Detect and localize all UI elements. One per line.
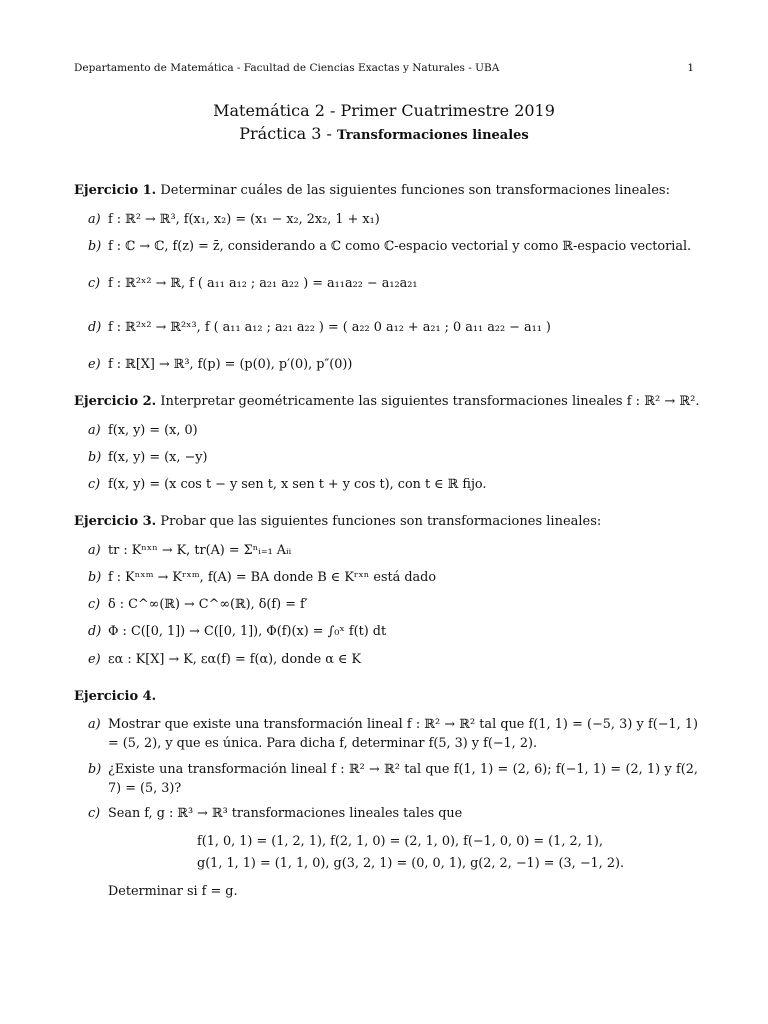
exercise-3-item-e <box>88 652 361 667</box>
item-text: ¿Existe una transformación lineal f : ℝ² → ℝ² tal que f(1, 1) = (2, 6); f(−1, 1) = (2, 1) y f(2, 7) = (5, 3)? <box>108 762 698 796</box>
item-label: c) <box>88 276 101 291</box>
item-text: f(x, y) = (x, 0) <box>108 423 198 438</box>
exercise-1-heading <box>74 183 670 198</box>
item-label: d) <box>88 320 102 335</box>
topic-label: Transformaciones lineales <box>337 128 529 143</box>
item-text: Mostrar que existe una transformación lineal f : ℝ² → ℝ² tal que f(1, 1) = (−5, 3) y f(−1, 1) = (5, 2), y que es única. Para dicha f, determinar f(5, 3) y f(−1, 2). <box>108 717 698 751</box>
exercise-2-item-c <box>88 477 486 492</box>
item-label: c) <box>88 597 101 612</box>
exercise-3-item-c <box>88 597 308 612</box>
item-label: b) <box>88 570 102 585</box>
exercise-4-label: Ejercicio 4. <box>74 689 157 704</box>
exercise-3-heading <box>74 514 601 529</box>
exercise-2-item-b <box>88 450 207 465</box>
item-text: f : ℝ[X] → ℝ³, f(p) = (p(0), p′(0), p″(0)) <box>108 357 353 372</box>
exercise-1-item-e <box>88 357 352 372</box>
department-text: Departamento de Matemática - Facultad de Ciencias Exactas y Naturales - UBA <box>74 62 500 74</box>
item-label: b) <box>88 762 102 777</box>
exercise-2-heading <box>74 394 700 409</box>
item-label: b) <box>88 450 102 465</box>
title-block <box>0 100 768 148</box>
practica-label: Práctica 3 - <box>239 124 338 143</box>
item-label: a) <box>88 543 101 558</box>
item-text: f(x, y) = (x, −y) <box>108 450 208 465</box>
item-text: f : ℝ²ˣ² → ℝ, f ( a₁₁ a₁₂ ; a₂₁ a₂₂ ) = a₁₁a₂₂ − a₁₂a₂₁ <box>108 276 418 291</box>
item-text: f : ℝ² → ℝ³, f(x₁, x₂) = (x₁ − x₂, 2x₂, 1 + x₁) <box>108 212 380 227</box>
exercise-3-text: Probar que las siguientes funciones son transformaciones lineales: <box>156 514 602 529</box>
item-label: a) <box>88 212 101 227</box>
exercise-3-label: Ejercicio 3. <box>74 514 157 529</box>
exercise-2-item-a <box>88 423 198 438</box>
exercise-1-text: Determinar cuáles de las siguientes funciones son transformaciones lineales: <box>156 183 670 198</box>
item-label: a) <box>88 717 101 732</box>
exercise-4-heading <box>74 689 156 704</box>
page-number: 1 <box>687 62 694 74</box>
item-text: tr : Kⁿˣⁿ → K, tr(A) = Σⁿᵢ₌₁ Aᵢᵢ <box>108 543 292 558</box>
document-title: Matemática 2 - Primer Cuatrimestre 2019 <box>213 101 555 120</box>
item-label: c) <box>88 477 101 492</box>
item-label: c) <box>88 806 101 821</box>
item-text: Sean f, g : ℝ³ → ℝ³ transformaciones lineales tales que <box>108 806 463 821</box>
item-text: f : ℝ²ˣ² → ℝ²ˣ³, f ( a₁₁ a₁₂ ; a₂₁ a₂₂ ) = ( a₂₂ 0 a₁₂ + a₂₁ ; 0 a₁₁ a₂₂ − a₁₁ ) <box>108 320 551 335</box>
exercise-4-conclusion: Determinar si f = g. <box>108 884 238 899</box>
exercise-4-item-a <box>88 715 698 753</box>
exercise-2-label: Ejercicio 2. <box>74 394 157 409</box>
item-text: δ : C^∞(ℝ) → C^∞(ℝ), δ(f) = f′ <box>108 597 308 612</box>
exercise-4-item-b <box>88 760 698 798</box>
item-text: f : ℂ → ℂ, f(z) = z̄, considerando a ℂ como ℂ-espacio vectorial y como ℝ-espacio vectorial. <box>108 239 692 254</box>
equation-f: f(1, 0, 1) = (1, 2, 1), f(2, 1, 0) = (2, 1, 0), f(−1, 0, 0) = (1, 2, 1), <box>197 834 603 849</box>
exercise-2-text: Interpretar geométricamente las siguientes transformaciones lineales f : ℝ² → ℝ². <box>156 394 700 409</box>
item-label: e) <box>88 652 101 667</box>
exercise-1-label: Ejercicio 1. <box>74 183 157 198</box>
exercise-1-item-b <box>88 239 691 254</box>
item-label: b) <box>88 239 102 254</box>
exercise-3-item-d <box>88 624 386 639</box>
exercise-3-item-b <box>88 570 436 585</box>
item-text: f(x, y) = (x cos t − y sen t, x sen t + y cos t), con t ∈ ℝ fijo. <box>108 477 487 492</box>
equation-g: g(1, 1, 1) = (1, 1, 0), g(3, 2, 1) = (0, 0, 1), g(2, 2, −1) = (3, −1, 2). <box>197 856 625 871</box>
equation-block <box>197 831 624 875</box>
exercise-1-item-c <box>88 276 417 291</box>
item-label: e) <box>88 357 101 372</box>
item-text: Φ : C([0, 1]) → C([0, 1]), Φ(f)(x) = ∫₀ˣ f(t) dt <box>108 624 387 639</box>
exercise-1-item-a <box>88 212 380 227</box>
document-subtitle <box>0 122 768 148</box>
running-header <box>74 62 694 74</box>
exercise-3-item-a <box>88 543 291 558</box>
item-text: f : Kⁿˣᵐ → Kʳˣᵐ, f(A) = BA donde B ∈ Kʳˣⁿ está dado <box>108 570 437 585</box>
item-text: εα : K[X] → K, εα(f) = f(α), donde α ∈ K <box>108 652 362 667</box>
item-label: a) <box>88 423 101 438</box>
exercise-1-item-d <box>88 320 551 335</box>
exercise-4-item-c <box>88 806 462 821</box>
item-label: d) <box>88 624 102 639</box>
